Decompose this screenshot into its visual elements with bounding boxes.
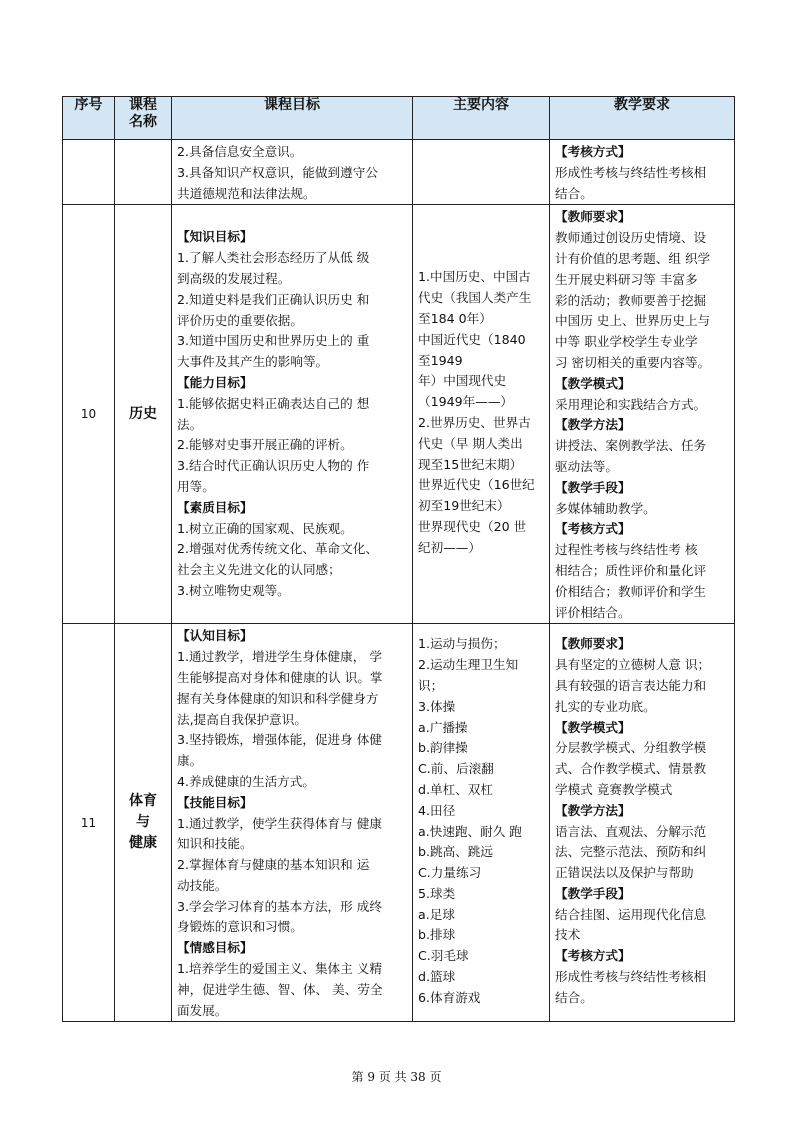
cell-content: [413, 205, 550, 624]
cell-line: 3.具备知识产权意识，能做到遵守公: [177, 164, 378, 180]
cell-line: 学模式 竟赛教学模式: [555, 781, 673, 797]
cell-line: 2.世界历史、世界古: [418, 414, 531, 430]
table-header-row: [63, 97, 735, 140]
cell-line: 2.知道史料是我们正确认识历史 和: [177, 291, 370, 307]
cell-seq: 10: [63, 205, 115, 624]
cell-line: 生开展史料研习等 丰富多: [555, 271, 698, 287]
cell-content: [413, 624, 550, 1022]
cell-line: 习 密切相关的重要内容等。: [555, 354, 711, 370]
cell-line: 计有价值的思考题、组 织学: [555, 250, 711, 266]
cell-line: 5.球类: [418, 885, 456, 901]
cell-line: 代史（早 期人类出: [418, 435, 523, 451]
cell-line: 1.了解人类社会形态经历了从低 级: [177, 250, 370, 266]
cell-line: （1949年——）: [418, 394, 514, 410]
cell-line: 至184 0年）: [418, 310, 492, 326]
cell-line: 3.知道中国历史和世界历史上的 重: [177, 333, 370, 349]
cell-line: 用等。: [177, 478, 215, 494]
cell-line: 技术: [555, 927, 581, 943]
cell-line: b.韵律操: [418, 740, 468, 756]
cell-line: 中国近代史（1840: [418, 331, 526, 347]
cell-line: C.力量练习: [418, 865, 482, 881]
cell-line: 2.具备信息安全意识。: [177, 144, 303, 159]
cell-line: 形成性考核与终结性考核相: [555, 164, 707, 180]
cell-line: 结合。: [555, 185, 593, 201]
cell-line: 1.能够依据史料正确表达自己的 想: [177, 395, 370, 411]
cell-line: 生能够提高对身体和健康的认 识。掌: [177, 669, 383, 685]
cell-seq: [63, 140, 115, 205]
cell-line: 3.结合时代正确认识历史人物的 作: [177, 458, 370, 474]
cell-name: [115, 140, 172, 205]
cell-line: 纪初——）: [418, 539, 481, 555]
header-course-goals: 课程目标: [172, 97, 413, 140]
cell-line: 1.培养学生的爱国主义、集体主 义精: [177, 961, 382, 977]
cell-line: 讲授法、案例教学法、任务: [555, 438, 707, 454]
section-heading: 【知识目标】: [177, 229, 253, 245]
cell-line: 中等 职业学校学生专业学: [555, 334, 698, 350]
cell-line: 身锻炼的意识和习惯。: [177, 919, 303, 935]
section-heading: 【考核方式】: [555, 521, 631, 537]
section-heading: 【情感目标】: [177, 940, 253, 956]
cell-requirements: [550, 140, 735, 205]
cell-line: C.前、后滚翻: [418, 761, 494, 777]
cell-line: 2.运动生理卫生知: [418, 657, 519, 673]
section-heading: 【考核方式】: [555, 144, 631, 159]
cell-line: 1.运动与损伤；: [418, 636, 506, 652]
cell-line: 6.体育游戏: [418, 989, 481, 1005]
cell-line: 教师通过创设历史情境、设: [555, 230, 707, 246]
cell-line: 彩的活动；教师要善于挖掘: [555, 292, 707, 308]
cell-line: 现至15世纪末期）: [418, 456, 523, 472]
cell-line: 结合。: [555, 989, 593, 1005]
cell-line: 到高级的发展过程。: [177, 270, 291, 286]
cell-line: 结合挂图、运用现代化信息: [555, 906, 707, 922]
cell-line: 3.体操: [418, 698, 456, 714]
cell-requirements: [550, 624, 735, 1022]
cell-line: 面发展。: [177, 1002, 228, 1018]
header-seq: 序号: [63, 97, 115, 140]
course-name-line: 健康: [129, 835, 157, 852]
cell-line: 代史（我国人类产生: [418, 290, 532, 306]
section-heading: 【教学手段】: [555, 479, 631, 495]
cell-line: 具有坚定的立德树人意 识；: [555, 657, 711, 673]
section-heading: 【教学手段】: [555, 885, 631, 901]
cell-line: 1.中国历史、中国古: [418, 269, 531, 285]
cell-line: 过程性考核与终结性考 核: [555, 542, 698, 558]
cell-goals: [172, 140, 413, 205]
cell-line: 2.掌握体育与健康的基本知识和 运: [177, 857, 370, 873]
cell-line: 评价历史的重要依据。: [177, 312, 303, 328]
table-row: [63, 140, 735, 205]
cell-goals: [172, 624, 413, 1022]
cell-line: 中国历 史上、世界历史上与: [555, 313, 711, 329]
cell-line: 法。: [177, 416, 203, 432]
cell-line: 2.增强对优秀传统文化、革命文化、: [177, 541, 378, 557]
course-name-line: 体育: [129, 793, 157, 810]
cell-line: 知识和技能。: [177, 836, 253, 852]
course-name-line: 与: [136, 814, 150, 831]
cell-line: 评价相结合。: [555, 604, 631, 620]
section-heading: 【教学方法】: [555, 802, 631, 818]
cell-goals: [172, 205, 413, 624]
cell-line: 3.学会学习体育的基本方法，形 成终: [177, 898, 382, 914]
cell-line: 至1949: [418, 352, 463, 368]
cell-line: 价相结合；教师评价和学生: [555, 583, 707, 599]
cell-line: 多媒体辅助教学。: [555, 500, 656, 516]
cell-line: 扎实的专业功底。: [555, 698, 656, 714]
cell-line: 社会主义先进文化的认同感；: [177, 562, 341, 578]
cell-line: 驱动法等。: [555, 458, 618, 474]
cell-line: 正错误法以及保护与帮助: [555, 865, 694, 881]
table-row: [63, 624, 735, 1022]
cell-line: 1.树立正确的国家观、民族观。: [177, 520, 353, 536]
section-heading: 【技能目标】: [177, 794, 253, 810]
cell-line: 康。: [177, 753, 203, 769]
cell-line: 世界现代史（20 世: [418, 518, 527, 534]
cell-line: 年）中国现代史: [418, 373, 507, 389]
cell-name: [115, 624, 172, 1022]
cell-line: d.篮球: [418, 969, 456, 985]
section-heading: 【素质目标】: [177, 499, 253, 515]
cell-line: 世界近代史（16世纪: [418, 477, 535, 493]
curriculum-table: [62, 96, 735, 1022]
cell-line: 具有较强的语言表达能力和: [555, 677, 707, 693]
cell-line: 法、完整示范法、预防和纠: [555, 844, 707, 860]
section-heading: 【教学方法】: [555, 417, 631, 433]
cell-line: 形成性考核与终结性考核相: [555, 969, 707, 985]
section-heading: 【教师要求】: [555, 636, 631, 652]
cell-line: 初至19世纪末）: [418, 498, 510, 514]
header-teaching-requirements: 教学要求: [550, 97, 735, 140]
cell-line: a.足球: [418, 906, 455, 922]
header-course-name: 课程名称: [115, 97, 172, 140]
cell-line: C.羽毛球: [418, 948, 469, 964]
cell-line: 识；: [418, 677, 444, 693]
header-main-content: 主要内容: [413, 97, 550, 140]
cell-line: 1.通过教学，增进学生身体健康， 学: [177, 649, 382, 665]
cell-line: 采用理论和实践结合方式。: [555, 396, 707, 412]
cell-line: 3.坚持锻炼，增强体能，促进身 体健: [177, 732, 382, 748]
cell-line: a.广播操: [418, 719, 468, 735]
cell-line: 2.能够对史事开展正确的评析。: [177, 437, 353, 453]
cell-line: 握有关身体健康的知识和科学健身方: [177, 690, 379, 706]
section-heading: 【教学模式】: [555, 719, 631, 735]
section-heading: 【教师要求】: [555, 209, 631, 225]
cell-line: 神，促进学生德、智、体、 美、劳全: [177, 981, 383, 997]
section-heading: 【认知目标】: [177, 628, 253, 644]
cell-line: 式、合作教学模式、情景教: [555, 761, 707, 777]
cell-line: b.排球: [418, 927, 456, 943]
cell-line: 4.养成健康的生活方式。: [177, 773, 315, 789]
cell-line: 语言法、直观法、分解示范: [555, 823, 707, 839]
page-number: 第 9 页 共 38 页: [351, 1070, 442, 1084]
cell-line: 1.通过教学，使学生获得体育与 健康: [177, 815, 382, 831]
cell-line: 相结合；质性评价和量化评: [555, 562, 707, 578]
cell-line: d.单杠、双杠: [418, 781, 493, 797]
section-heading: 【教学模式】: [555, 375, 631, 391]
cell-line: 分层教学模式、分组教学模: [555, 740, 707, 756]
cell-line: a.快速跑、耐久 跑: [418, 823, 522, 839]
cell-line: 法,提高自我保护意识。: [177, 711, 307, 727]
cell-line: 共道德规范和法律法规。: [177, 185, 316, 201]
cell-line: 大事件及其产生的影响等。: [177, 354, 329, 370]
cell-name: 历史: [115, 205, 172, 624]
table-row: [63, 205, 735, 624]
cell-line: 3.树立唯物史观等。: [177, 582, 290, 598]
cell-content: [413, 140, 550, 205]
cell-line: 4.田径: [418, 802, 456, 818]
cell-line: b.跳高、跳远: [418, 844, 493, 860]
section-heading: 【考核方式】: [555, 948, 631, 964]
cell-line: 动技能。: [177, 877, 228, 893]
cell-requirements: [550, 205, 735, 624]
cell-seq: 11: [63, 624, 115, 1022]
section-heading: 【能力目标】: [177, 374, 253, 390]
